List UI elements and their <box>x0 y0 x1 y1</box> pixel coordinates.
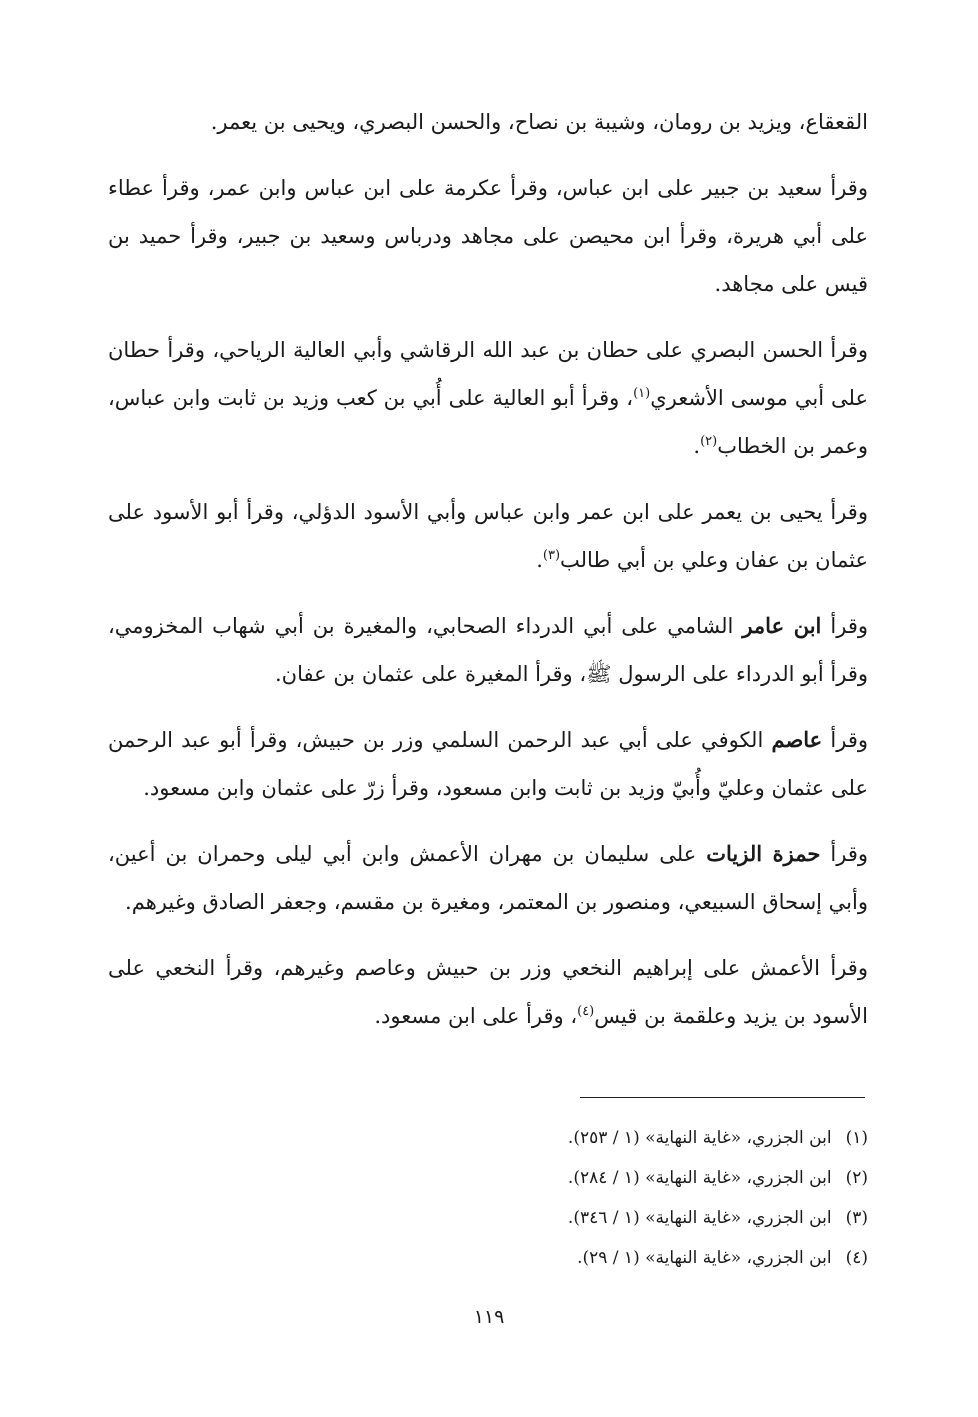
paragraph <box>108 488 868 584</box>
reader-name: حمزة الزيات <box>706 841 821 866</box>
footnote-text: ابن الجزري، «غاية النهاية» (١ / ٣٤٦). <box>567 1208 832 1228</box>
footnote-number: (٢) <box>845 1168 868 1188</box>
reader-name: عاصم <box>771 727 823 752</box>
reader-name: ابن عامر <box>742 613 822 638</box>
footnote-text: ابن الجزري، «غاية النهاية» (١ / ٢٨٤). <box>567 1168 832 1188</box>
paragraph <box>108 602 868 698</box>
paragraph-text: وقرأ <box>822 728 868 752</box>
paragraph-text: ، وقرأ على ابن مسعود. <box>374 1004 578 1028</box>
footnote-number: (٣) <box>845 1208 868 1228</box>
paragraph <box>108 326 868 470</box>
paragraph-text: ، وقرأ أبو العالية على أُبي بن كعب وزيد بن ثابت وابن عباس، وعمر بن الخطاب <box>108 386 868 458</box>
footnote-text: ابن الجزري، «غاية النهاية» (١ / ٢٥٣). <box>567 1128 832 1148</box>
paragraph <box>108 830 868 926</box>
footnote-reference: (٣) <box>542 548 561 563</box>
footnote-reference: (١) <box>633 386 651 401</box>
paragraph-text: وقرأ الحسن البصري على حطان بن عبد الله الرقاشي وأبي العالية الرياحي، وقرأ حطان على أبي موسى الأشعري <box>108 338 868 410</box>
footnote-reference: (٢) <box>700 434 718 449</box>
footnote <box>368 1118 868 1158</box>
footnote-reference: (٤) <box>577 1004 595 1019</box>
paragraph <box>108 716 868 812</box>
paragraph-text: الكوفي على أبي عبد الرحمن السلمي وزر بن حبيش، وقرأ أبو عبد الرحمن على عثمان وعليّ وأُبيّ وزيد بن ثابت وابن مسعود، وقرأ زرّ على عثمان وابن مسعود. <box>108 728 868 800</box>
paragraph-text: القعقاع، ويزيد بن رومان، وشيبة بن نصاح، والحسن البصري، ويحيى بن يعمر. <box>210 110 868 134</box>
paragraph-text: الشامي على أبي الدرداء الصحابي، والمغيرة بن أبي شهاب المخزومي، وقرأ أبو الدرداء على الرسول ﷺ، وقرأ المغيرة على عثمان بن عفان. <box>108 614 868 686</box>
body-text <box>108 98 868 1058</box>
paragraph <box>108 98 868 146</box>
paragraph-text: على سليمان بن مهران الأعمش وابن أبي ليلى وحمران بن أعين، وأبي إسحاق السبيعي، ومنصور بن المعتمر، ومغيرة بن مقسم، وجعفر الصادق وغيرهم. <box>108 842 868 914</box>
footnote-number: (١) <box>845 1128 868 1148</box>
footnote <box>368 1198 868 1238</box>
paragraph-text: وقرأ <box>821 614 868 638</box>
paragraph <box>108 944 868 1040</box>
paragraph <box>108 164 868 308</box>
footnote-text: ابن الجزري، «غاية النهاية» (١ / ٢٩). <box>577 1248 832 1268</box>
paragraph-text: . <box>536 548 543 572</box>
paragraph-text: وقرأ <box>820 842 869 866</box>
footnote-number: (٤) <box>845 1248 868 1268</box>
paragraph-text: . <box>693 434 701 458</box>
footnote <box>368 1158 868 1198</box>
footnote <box>368 1238 868 1278</box>
page-number: ١١٩ <box>473 1306 505 1328</box>
paragraph-text: وقرأ يحيى بن يعمر على ابن عمر وابن عباس وأبي الأسود الدؤلي، وقرأ أبو الأسود على عثمان بن عفان وعلي بن أبي طالب <box>108 500 868 572</box>
paragraph-text: وقرأ سعيد بن جبير على ابن عباس، وقرأ عكرمة على ابن عباس وابن عمر، وقرأ عطاء على أبي هريرة، وقرأ ابن محيصن على مجاهد ودرباس وسعيد بن جبير، وقرأ حميد بن قيس على مجاهد. <box>108 176 868 296</box>
footnote-divider <box>580 1097 865 1098</box>
footnotes-list <box>368 1118 868 1278</box>
paragraph-text: وقرأ الأعمش على إبراهيم النخعي وزر بن حبيش وعاصم وغيرهم، وقرأ النخعي على الأسود بن يزيد وعلقمة بن قيس <box>108 956 868 1028</box>
